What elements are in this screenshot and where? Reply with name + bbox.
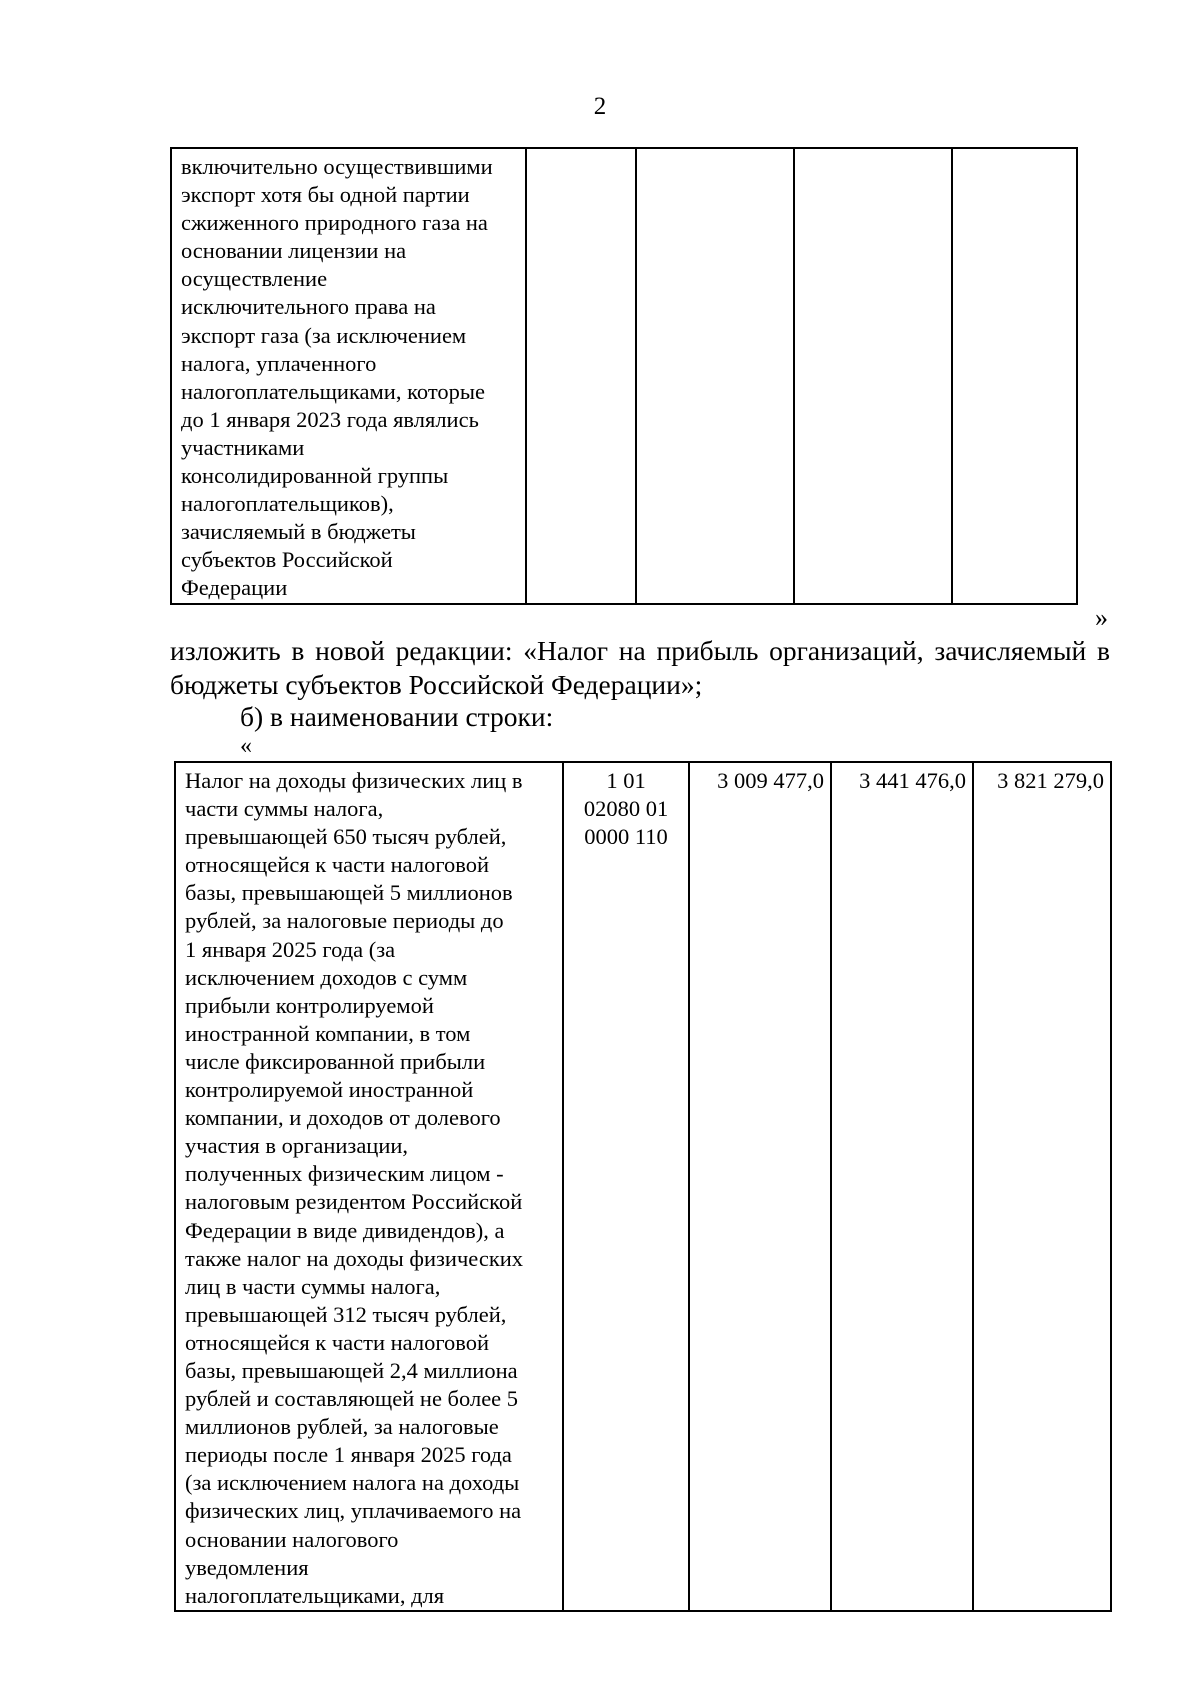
text-line: базы, превышающей 2,4 миллиона <box>185 1357 518 1383</box>
text-line: компании, и доходов от долевого <box>185 1105 501 1131</box>
text-line: консолидированной группы <box>181 463 449 489</box>
text-line: основании налогового <box>185 1526 399 1552</box>
value-cell-3: 3 821 279,0 <box>973 762 1111 1611</box>
text-line: экспорт хотя бы одной партии <box>181 182 470 208</box>
text-line: полученных физическим лицом - <box>185 1161 504 1187</box>
text-line: исключительного права на <box>181 294 436 320</box>
code-cell <box>526 148 636 604</box>
text-line: включительно осуществившими <box>181 154 493 179</box>
text-line: базы, превышающей 5 миллионов <box>185 880 513 906</box>
text-line: налоговым резидентом Российской <box>185 1189 523 1215</box>
text-line: прибыли контролируемой <box>185 992 434 1018</box>
value-cell-2: 3 441 476,0 <box>831 762 973 1611</box>
text-line: налога, уплаченного <box>181 350 377 376</box>
text-line: участниками <box>181 434 305 460</box>
text-line: налогоплательщиками, для <box>185 1582 445 1608</box>
text-line: субъектов Российской <box>181 547 393 573</box>
text-line: также налог на доходы физических <box>185 1245 524 1271</box>
row-name-cell <box>175 762 563 1611</box>
table-row <box>171 148 1077 604</box>
code-cell <box>563 762 689 1611</box>
closing-quote: » <box>1095 603 1108 632</box>
text-line: части суммы налога, <box>185 796 384 822</box>
text-line: относящейся к части налоговой <box>185 852 490 878</box>
text-line: зачисляемый в бюджеты <box>181 519 416 545</box>
value-cell-3 <box>952 148 1077 604</box>
text-line: Налог на доходы физических лиц в <box>185 768 523 793</box>
amendment-text: изложить в новой редакции: «Налог на прибыль организаций, зачисляемый в бюджеты субъектов Российской Федерации»; <box>170 635 1110 700</box>
text-line: миллионов рублей, за налоговые <box>185 1414 499 1440</box>
budget-table-continued <box>170 147 1078 605</box>
value-cell-1: 3 009 477,0 <box>689 762 831 1611</box>
text-line: периоды после 1 января 2025 года <box>185 1442 512 1468</box>
text-line: уведомления <box>185 1554 309 1580</box>
text-line: превышающей 312 тысяч рублей, <box>185 1301 507 1327</box>
text-line: рублей, за налоговые периоды до <box>185 908 504 934</box>
text-line: контролируемой иностранной <box>185 1077 474 1103</box>
text-line: 1 01 <box>606 768 646 793</box>
text-line: 0000 110 <box>584 824 668 850</box>
text-line: налогоплательщиками, которые <box>181 378 485 404</box>
text-line: 1 января 2025 года (за <box>185 936 396 962</box>
text-line: 02080 01 <box>583 796 669 822</box>
text-line: (за исключением налога на доходы <box>185 1470 520 1496</box>
text-line: лиц в части суммы налога, <box>185 1273 441 1299</box>
text-line: превышающей 650 тысяч рублей, <box>185 824 507 850</box>
text-line: сжиженного природного газа на <box>181 210 488 236</box>
text-line: числе фиксированной прибыли <box>185 1048 486 1074</box>
text-line: Федерации в виде дивидендов), а <box>185 1217 505 1243</box>
text-line: исключением доходов с сумм <box>185 964 468 990</box>
text-line: до 1 января 2023 года являлись <box>181 406 479 432</box>
text-line: участия в организации, <box>185 1133 409 1159</box>
page-number: 2 <box>593 93 607 120</box>
table-row <box>175 762 1111 1611</box>
value-cell-1 <box>636 148 794 604</box>
value-cell-2 <box>794 148 952 604</box>
text-line: иностранной компании, в том <box>185 1020 471 1046</box>
text-line: налогоплательщиков), <box>181 491 394 517</box>
text-line: экспорт газа (за исключением <box>181 322 467 348</box>
item-b-heading: б) в наименовании строки: <box>240 701 554 732</box>
row-name-cell <box>171 148 526 604</box>
text-line: физических лиц, уплачиваемого на <box>185 1498 522 1524</box>
text-line: Федерации <box>181 575 288 601</box>
text-line: рублей и составляющей не более 5 <box>185 1386 519 1412</box>
text-line: относящейся к части налоговой <box>185 1329 490 1355</box>
opening-quote: « <box>240 733 252 759</box>
budget-table-new-row <box>174 761 1112 1612</box>
text-line: осуществление <box>181 266 328 292</box>
text-line: основании лицензии на <box>181 238 407 264</box>
